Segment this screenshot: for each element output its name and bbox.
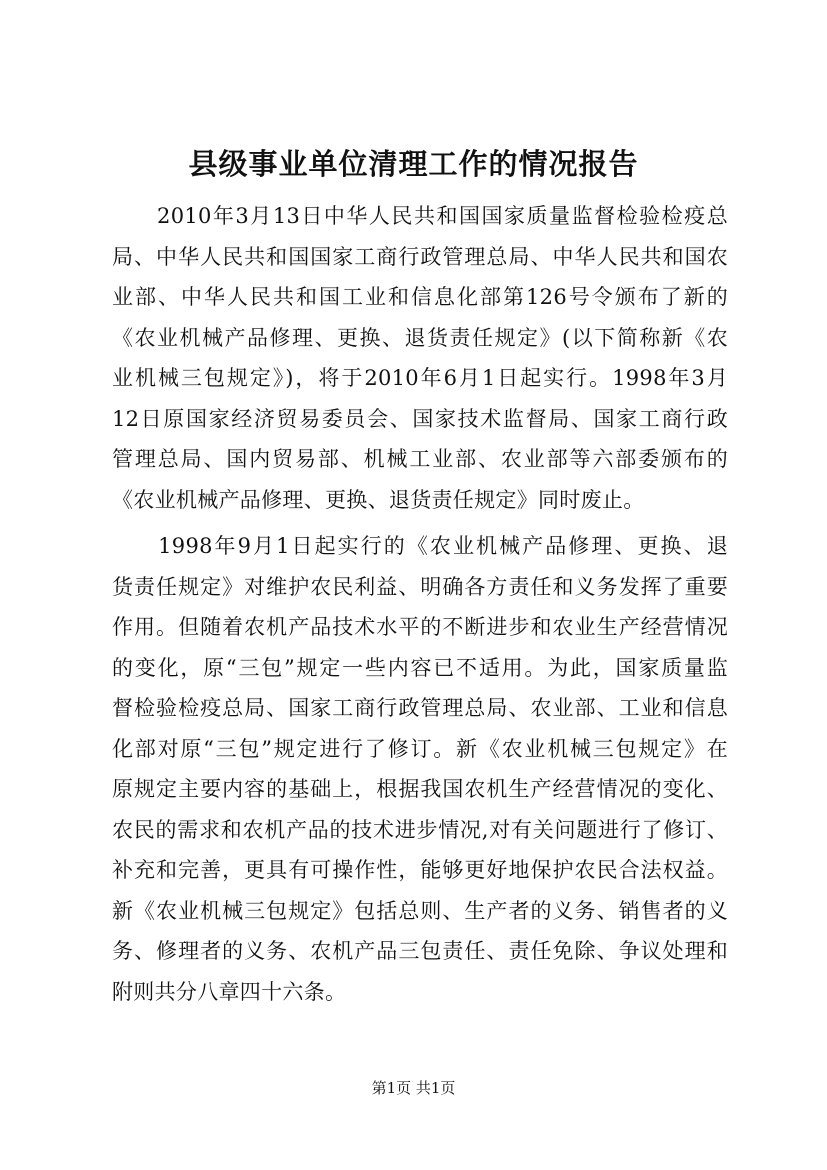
document-body bbox=[112, 196, 728, 1012]
text-line: 《农业机械产品修理、更换、退货责任规定》(以下简称新《农 bbox=[112, 325, 728, 350]
paragraph-2 bbox=[112, 526, 728, 1012]
text-line: 务、修理者的义务、农机产品三包责任、责任免除、争议处理和 bbox=[112, 939, 728, 963]
page-footer: 第1页 共1页 bbox=[371, 1079, 456, 1097]
text-line: 原规定主要内容的基础上，根据我国农机生产经营情况的变化、 bbox=[112, 777, 728, 801]
text-line: 货责任规定》对维护农民利益、明确各方责任和义务发挥了重要 bbox=[112, 574, 728, 599]
text-line: 12日原国家经济贸易委员会、国家技术监督局、国家工商行政 bbox=[112, 406, 728, 431]
text-line: 业机械三包规定》)，将于2010年6月1日起实行。1998年3月 bbox=[112, 366, 728, 390]
text-line: 新《农业机械三包规定》包括总则、生产者的义务、销售者的义 bbox=[112, 898, 728, 923]
document-title: 县级事业单位清理工作的情况报告 bbox=[188, 147, 639, 181]
text-line: 补充和完善，更具有可操作性，能够更好地保护农民合法权益。 bbox=[112, 858, 728, 882]
text-line: 督检验检疫总局、国家工商行政管理总局、农业部、工业和信息 bbox=[112, 696, 728, 720]
text-line: 农民的需求和农机产品的技术进步情况,对有关问题进行了修订、 bbox=[112, 817, 728, 842]
text-line: 1998年9月1日起实行的《农业机械产品修理、更换、退 bbox=[112, 534, 728, 558]
paragraph-1 bbox=[112, 196, 728, 520]
text-line: 局、中华人民共和国国家工商行政管理总局、中华人民共和国农 bbox=[112, 244, 728, 269]
text-line: 2010年3月13日中华人民共和国国家质量监督检验检疫总 bbox=[112, 204, 728, 228]
text-line: 业部、中华人民共和国工业和信息化部第126号令颁布了新的 bbox=[112, 285, 728, 309]
text-line: 的变化，原“三包”规定一些内容已不适用。为此，国家质量监 bbox=[112, 655, 728, 680]
text-line: 管理总局、国内贸易部、机械工业部、农业部等六部委颁布的 bbox=[112, 447, 728, 471]
text-line: 附则共分八章四十六条。 bbox=[112, 979, 347, 1004]
text-line: 化部对原“三包”规定进行了修订。新《农业机械三包规定》在 bbox=[112, 736, 728, 761]
text-line: 《农业机械产品修理、更换、退货责任规定》同时废止。 bbox=[112, 487, 645, 512]
text-line: 作用。但随着农机产品技术水平的不断进步和农业生产经营情况 bbox=[112, 615, 728, 639]
